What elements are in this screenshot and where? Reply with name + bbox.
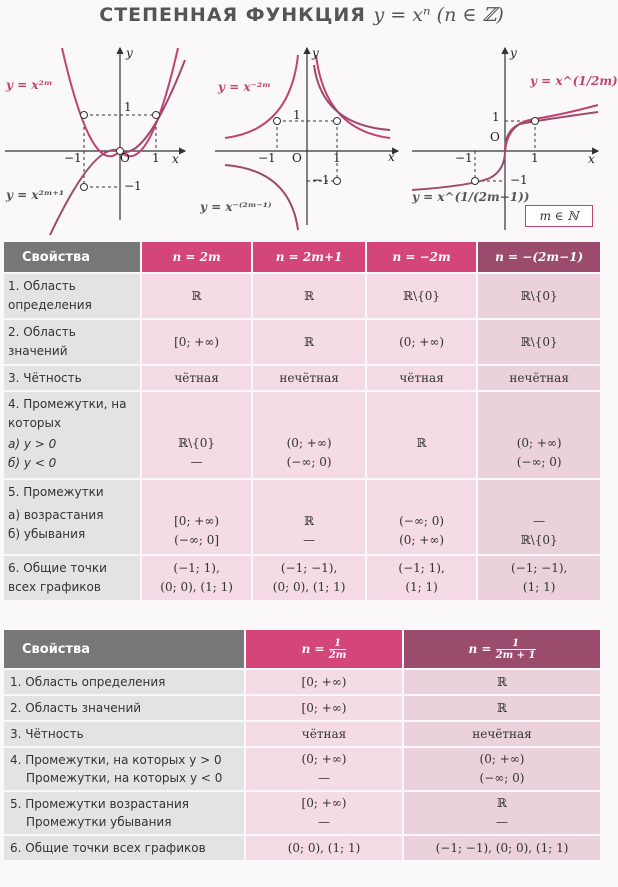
table2-header <box>4 630 600 668</box>
table-row <box>4 480 600 554</box>
t1-header-properties: Свойства <box>4 242 140 272</box>
cell: (0; +∞) <box>367 320 476 364</box>
cell: ℝ <box>404 696 600 720</box>
g2-x-label: x <box>388 150 395 164</box>
g2-tick-neg1: −1 <box>258 151 276 165</box>
cell: ℝ <box>404 670 600 694</box>
m-note-box: m ∈ ℕ <box>525 205 593 227</box>
row-label: 3. Чётность <box>4 722 244 746</box>
cell: ℝ <box>142 274 251 318</box>
cell: [0; +∞) <box>246 696 402 720</box>
g1-y-label: y <box>126 46 133 60</box>
cell: [0; +∞) — <box>246 792 402 834</box>
g3-label-odd: y = x^(1/(2m+1)) <box>412 190 530 204</box>
g1-tick-pos1: 1 <box>152 151 160 165</box>
g2-label-even: y = x⁻²ᵐ <box>218 80 271 94</box>
g3-label-even: y = x^(1/2m) <box>530 74 618 88</box>
t1-header-col4: n = −(2m−1) <box>478 242 600 272</box>
table-row <box>4 836 600 860</box>
g2-left-even <box>225 55 298 138</box>
t1-header-col2: n = 2m+1 <box>253 242 365 272</box>
cell: — ℝ\{0} <box>478 480 600 554</box>
cell: ℝ — <box>404 792 600 834</box>
graphs-area <box>0 30 618 235</box>
properties-table-2 <box>2 628 602 862</box>
g1-ytickm1: −1 <box>124 179 142 193</box>
table-row <box>4 670 600 694</box>
row-label: 4. Промежутки, на которых а) y > 0 б) y < 0 <box>4 392 140 478</box>
page-title <box>0 4 603 26</box>
g1-label-odd: y = x²ᵐ⁺¹ <box>6 188 65 202</box>
table-row <box>4 392 600 478</box>
g2-origin-label: O <box>292 151 302 165</box>
g3-tick-pos1: 1 <box>531 151 539 165</box>
cell: ℝ <box>253 320 365 364</box>
cell: (0; +∞) (−∞; 0) <box>404 748 600 790</box>
t2-header-col1: n = $\frac{1}{2m}$ <box>246 630 402 668</box>
cell: (−∞; 0) (0; +∞) <box>367 480 476 554</box>
cell: ℝ\{0} <box>478 320 600 364</box>
cell: (−1; −1), (1; 1) <box>478 556 600 600</box>
g2-ytickm1: −1 <box>312 173 330 187</box>
title-text: СТЕПЕННАЯ ФУНКЦИЯ <box>99 4 366 26</box>
cell: ℝ\{0} <box>367 274 476 318</box>
cell: ℝ <box>253 274 365 318</box>
row-label: 6. Общие точки всех графиков <box>4 556 140 600</box>
g2-left-odd <box>225 165 298 230</box>
cell: нечётная <box>253 366 365 390</box>
g3-origin-label: O <box>490 130 500 144</box>
g1-tick-neg1: −1 <box>64 151 82 165</box>
g2-ytick1: 1 <box>293 108 301 122</box>
cell: нечётная <box>404 722 600 746</box>
cell: чётная <box>367 366 476 390</box>
g3-curve-even <box>505 105 598 151</box>
g3-x-label: x <box>588 152 595 166</box>
t2-header-properties: Свойства <box>4 630 244 668</box>
cell: [0; +∞) <box>246 670 402 694</box>
g3-y-label: y <box>510 46 517 60</box>
cell: (0; 0), (1; 1) <box>246 836 402 860</box>
row-label: 3. Чётность <box>4 366 140 390</box>
g1-origin-label: O <box>120 151 130 165</box>
cell: (0; +∞) — <box>246 748 402 790</box>
g2-label-odd: y = x⁻⁽²ᵐ⁻¹⁾ <box>200 200 272 214</box>
table-row <box>4 274 600 318</box>
g3-ytick1: 1 <box>492 110 500 124</box>
row-label: 1. Область определения <box>4 670 244 694</box>
table-row <box>4 320 600 364</box>
cell: чётная <box>246 722 402 746</box>
cell: ℝ\{0} <box>478 274 600 318</box>
table1-header <box>4 242 600 272</box>
cell: (−1; 1), (1; 1) <box>367 556 476 600</box>
cell: нечётная <box>478 366 600 390</box>
graph-1 <box>5 48 185 235</box>
cell: ℝ <box>367 392 476 478</box>
row-label: 5. Промежутки возрастания Промежутки убывания <box>4 792 244 834</box>
table-row <box>4 556 600 600</box>
row-label: 2. Область значений <box>4 320 140 364</box>
g1-x-label: x <box>172 152 179 166</box>
properties-table-1 <box>2 240 602 602</box>
cell: (−1; −1), (0; 0), (1; 1) <box>404 836 600 860</box>
g2-right-even <box>316 55 390 138</box>
g3-tick-neg1: −1 <box>455 151 473 165</box>
cell: (0; +∞) (−∞; 0) <box>253 392 365 478</box>
table-row <box>4 696 600 720</box>
cell: ℝ — <box>253 480 365 554</box>
t1-header-col1: n = 2m <box>142 242 251 272</box>
row-label: 1. Область определения <box>4 274 140 318</box>
table-row <box>4 722 600 746</box>
row-label: 6. Общие точки всех графиков <box>4 836 244 860</box>
cell: (−1; −1), (0; 0), (1; 1) <box>253 556 365 600</box>
table-row <box>4 792 600 834</box>
cell: ℝ\{0} — <box>142 392 251 478</box>
t1-header-col3: n = −2m <box>367 242 476 272</box>
g1-curve-odd <box>50 60 185 235</box>
g1-ytick1: 1 <box>124 100 132 114</box>
graphs-svg <box>0 30 603 235</box>
cell: (0; +∞) (−∞; 0) <box>478 392 600 478</box>
cell: [0; +∞) <box>142 320 251 364</box>
table-row <box>4 366 600 390</box>
row-label: 5. Промежутки а) возрастания б) убывания <box>4 480 140 554</box>
row-label: 2. Область значений <box>4 696 244 720</box>
t2-header-col2: n = $\frac{1}{2m + 1}$ <box>404 630 600 668</box>
cell: [0; +∞) (−∞; 0] <box>142 480 251 554</box>
g2-y-label: y <box>312 46 319 60</box>
cell: чётная <box>142 366 251 390</box>
g1-label-even: y = x²ᵐ <box>6 78 53 92</box>
g3-ytickm1: −1 <box>510 173 528 187</box>
title-formula: y = xⁿ (n ∈ ℤ) <box>373 4 504 26</box>
g2-tick-pos1: 1 <box>333 151 341 165</box>
cell: (−1; 1), (0; 0), (1; 1) <box>142 556 251 600</box>
table-row <box>4 748 600 790</box>
g2-right-odd <box>314 65 390 130</box>
row-label: 4. Промежутки, на которых y > 0 Промежутки, на которых y < 0 <box>4 748 244 790</box>
